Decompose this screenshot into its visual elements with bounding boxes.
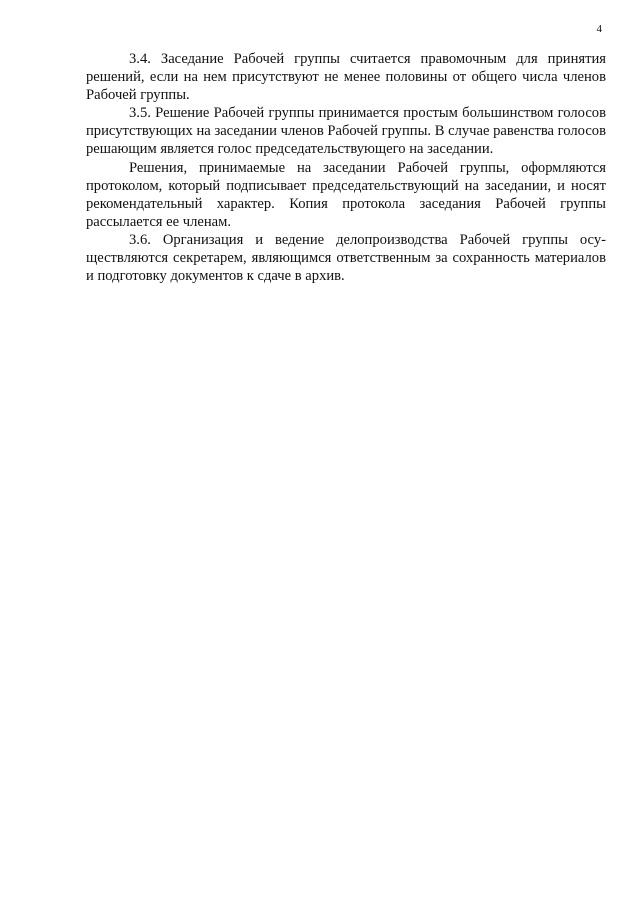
page-number: 4 xyxy=(596,23,602,35)
paragraph-3-5: 3.5. Решение Рабочей группы принимается простым большинством голосов присутствующих на заседании членов Рабочей группы. В случае равенства голосов решающим является голос председательствующего на заседании. xyxy=(86,105,606,158)
paragraph-decisions: Решения, принимаемые на заседании Рабочей группы, оформляются протоколом, который подписывает председательствующий на заседании, и носят рекомендательный характер. Копия протокола заседания Рабочей группы рассылается ее членам. xyxy=(86,159,606,230)
paragraph-3-4: 3.4. Заседание Рабочей группы считается правомочным для принятия решений, если на нем присутствуют не менее половины от общего числа членов Рабочей группы. xyxy=(86,51,606,104)
paragraph-3-6: 3.6. Организация и ведение делопроизводства Рабочей группы осуществляются секретарем, являющимся ответственным за сохранность материалов и подготовку документов к сдаче в архив. xyxy=(86,231,606,285)
document-body xyxy=(86,50,606,285)
